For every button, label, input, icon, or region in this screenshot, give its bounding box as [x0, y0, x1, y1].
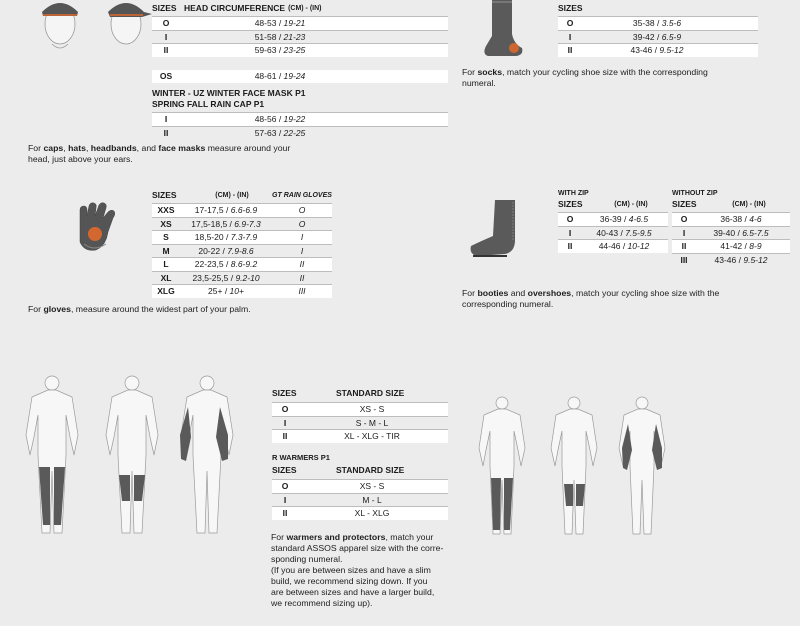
r-warmers-sizes-header: SIZES — [272, 465, 297, 475]
table-row: S 18,5-20 / 7.3-7.9 I — [152, 230, 332, 244]
body-figures-right-illustration — [476, 396, 676, 536]
head-side-illustration — [98, 0, 158, 50]
table-row: II XL - XLG - TIR — [272, 429, 448, 443]
head-size-table — [152, 2, 448, 57]
table-row: II 57-63 / 22-25 — [152, 126, 448, 140]
booties-note: For booties and overshoes, match your cycling shoe size with the corresponding numeral. — [462, 288, 720, 309]
head-measure-header: HEAD CIRCUMFERENCE — [184, 3, 286, 13]
table-row: II 43-46 / 9.5-12 — [558, 43, 758, 57]
booties-units-header-2: (CM) - (IN) — [732, 200, 766, 208]
table-row: II 41-42 / 8-9 — [672, 239, 790, 253]
table-row: I 39-42 / 6.5-9 — [558, 30, 758, 44]
gloves-units-header: (CM) - (IN) — [215, 191, 249, 199]
table-row: L 22-23,5 / 8.6-9.2 II — [152, 257, 332, 271]
table-row: XLG 25+ / 10+ III — [152, 284, 332, 298]
table-row: XS 17,5-18,5 / 6.9-7.3 O — [152, 217, 332, 231]
r-warmers-standard-header: STANDARD SIZE — [336, 465, 405, 475]
head-front-illustration — [30, 0, 90, 50]
table-row: I S - M - L — [272, 416, 448, 430]
without-zip-header: WITHOUT ZIP — [672, 189, 718, 197]
warmers-size-table — [272, 387, 448, 443]
table-row: XXS 17-17,5 / 6.6-6.9 O — [152, 203, 332, 217]
table-row: III 43-46 / 9.5-12 — [672, 253, 790, 267]
with-zip-header: WITH ZIP — [558, 189, 589, 197]
warmers-sizes-header: SIZES — [272, 388, 297, 398]
booties-without-zip-table — [672, 188, 790, 266]
table-row: O 36-39 / 4-6.5 — [558, 212, 668, 226]
gloves-size-table — [152, 189, 332, 298]
sock-illustration — [478, 0, 528, 60]
table-row: I 48-56 / 19-22 — [152, 112, 448, 126]
table-row: OS 48-61 / 19-24 — [152, 70, 448, 83]
spring-cap-title: SPRING FALL RAIN CAP P1 — [152, 99, 265, 109]
table-row: I 40-43 / 7.5-9.5 — [558, 226, 668, 240]
body-figures-left-illustration — [22, 375, 252, 535]
table-row: O 48-53 / 19-21 — [152, 16, 448, 30]
gloves-sizes-header: SIZES — [152, 190, 177, 200]
socks-sizes-header: SIZES — [558, 3, 583, 13]
r-warmers-size-table — [272, 464, 448, 520]
booties-sizes-header-2: SIZES — [672, 199, 697, 209]
head-note: For caps, hats, headbands, and face masks measure around your head, just above your ears. — [28, 143, 291, 164]
head-sizes-header: SIZES — [152, 3, 177, 13]
bootie-illustration — [467, 196, 527, 261]
gt-rain-gloves-header: GT RAIN GLOVES — [272, 191, 332, 199]
socks-note: For socks, match your cycling shoe size with the corresponding numeral. — [462, 67, 708, 88]
head-os-table — [152, 70, 448, 83]
table-row: O 35-38 / 3.5-6 — [558, 16, 758, 30]
warmers-note: For warmers and protectors, match your standard ASSOS apparel size with the corre- sponding numeral. (If you are between sizes and have a slim build, we recommend sizing down. If you are between sizes and have a larger build, we recommend sizing up). — [271, 532, 444, 608]
booties-sizes-header: SIZES — [558, 199, 583, 209]
table-row: O 36-38 / 4-6 — [672, 212, 790, 226]
table-row: O XS - S — [272, 479, 448, 493]
booties-with-zip-table — [558, 188, 668, 253]
table-row: II 44-46 / 10-12 — [558, 239, 668, 253]
table-row: O XS - S — [272, 402, 448, 416]
table-row: II 59-63 / 23-25 — [152, 43, 448, 57]
table-row: M 20-22 / 7.9-8.6 I — [152, 244, 332, 258]
head-units-header: (CM) - (IN) — [288, 4, 322, 12]
glove-illustration — [72, 202, 122, 262]
table-row: I 39-40 / 6.5-7.5 — [672, 226, 790, 240]
winter-size-table — [152, 112, 448, 139]
table-row: I 51-58 / 21-23 — [152, 30, 448, 44]
r-warmers-title: R WARMERS P1 — [272, 453, 330, 462]
gloves-note: For gloves, measure around the widest part of your palm. — [28, 304, 251, 314]
winter-mask-title: WINTER - UZ WINTER FACE MASK P1 — [152, 88, 306, 98]
table-row: II XL - XLG — [272, 506, 448, 520]
booties-units-header: (CM) - (IN) — [614, 200, 648, 208]
socks-size-table — [558, 2, 758, 57]
table-row: XL 23,5-25,5 / 9.2-10 II — [152, 271, 332, 285]
warmers-standard-header: STANDARD SIZE — [336, 388, 405, 398]
table-row: I M - L — [272, 493, 448, 507]
